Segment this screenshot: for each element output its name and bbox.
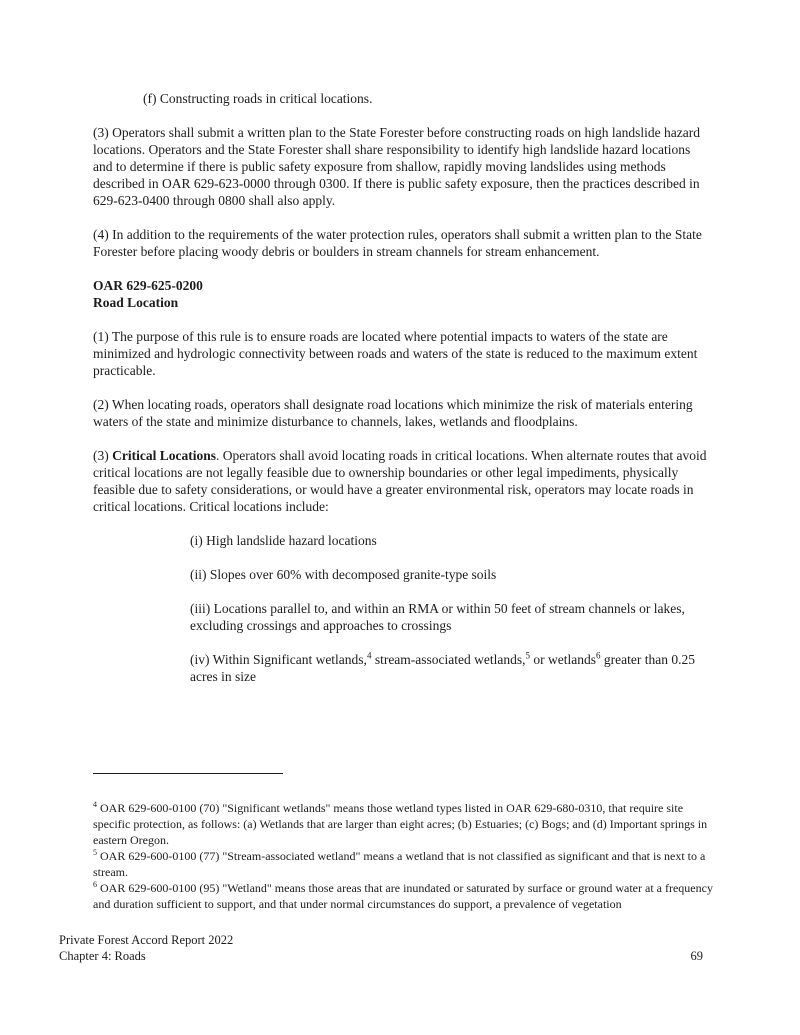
paragraph-2: (2) When locating roads, operators shall designate road locations which minimize the risk of materials entering waters of the state and minimize disturbance to channels, lakes, wetlands and floodplains. bbox=[93, 397, 693, 429]
paragraph-4: (4) In addition to the requirements of the water protection rules, operators shall submit a written plan to the State Forester before placing woody debris or boulders in stream channels for stream enhancement. bbox=[93, 227, 702, 259]
footnote-ref-5: 5 bbox=[525, 650, 531, 661]
footnote-5-marker: 5 bbox=[93, 848, 97, 857]
critical-locations-bold-term: Critical Locations bbox=[112, 448, 216, 463]
footer-left bbox=[59, 933, 233, 964]
list-item-f: (f) Constructing roads in critical locations. bbox=[143, 91, 373, 106]
page-number: 69 bbox=[690, 948, 703, 963]
footer-chapter: Chapter 4: Roads bbox=[59, 948, 146, 963]
footer-report-title: Private Forest Accord Report 2022 bbox=[59, 933, 234, 947]
footnote-separator-rule bbox=[93, 773, 283, 774]
list-item-ii: (ii) Slopes over 60% with decomposed granite-type soils bbox=[190, 567, 497, 582]
rule-number: OAR 629-625-0200 bbox=[93, 278, 203, 293]
paragraph-3-critical-locations bbox=[93, 447, 713, 515]
footnote-5-text: OAR 629-600-0100 (77) "Stream-associated wetland" means a wetland that is not classified as significant and that is next to a stream. bbox=[93, 849, 706, 879]
list-item-iv-text: or wetlands bbox=[530, 652, 596, 667]
footnote-4-text: OAR 629-600-0100 (70) "Significant wetlands" means those wetland types listed in OAR 629-680-0310, that require site specific protection, as follows: (a) Wetlands that are larger than eight acres; (b) Estuaries; (c) Bogs; and (d) Important springs in eastern Oregon. bbox=[93, 801, 708, 847]
paragraph-3-prefix: (3) bbox=[93, 448, 113, 463]
footnote-6-marker: 6 bbox=[93, 880, 97, 889]
list-item-iv-text: greater than 0.25 acres in size bbox=[190, 652, 695, 684]
rule-heading bbox=[93, 277, 713, 311]
footnote-ref-4: 4 bbox=[366, 650, 372, 661]
footnotes-section bbox=[93, 773, 713, 912]
rule-title: Road Location bbox=[93, 295, 179, 310]
footnote-6-text: OAR 629-600-0100 (95) "Wetland" means those areas that are inundated or saturated by surface or ground water at a frequency and duration sufficient to support, and that under normal circumstances do support, a prevalence of vegetation bbox=[93, 881, 713, 911]
list-item-iv-text: (iv) Within Significant wetlands, bbox=[190, 652, 367, 667]
page-footer bbox=[59, 933, 703, 964]
list-item-iv bbox=[93, 651, 713, 685]
list-item-iv-text: stream-associated wetlands, bbox=[371, 652, 526, 667]
paragraph-3-rest: . Operators shall avoid locating roads in critical locations. When alternate routes that avoid critical locations are not legally feasible due to ownership boundaries or other legal impediments, physically feasible due to safety considerations, or would have a greater environmental risk, operators may locate roads in critical locations. Critical locations include: bbox=[93, 448, 707, 514]
footnote-ref-6: 6 bbox=[596, 650, 601, 661]
list-item-iii: (iii) Locations parallel to, and within an RMA or within 50 feet of stream channels or lakes, excluding crossings and approaches to crossings bbox=[190, 601, 685, 633]
footnote-4 bbox=[93, 800, 713, 848]
footnote-6 bbox=[93, 880, 713, 912]
paragraph-1: (1) The purpose of this rule is to ensure roads are located where potential impacts to waters of the state are minimized and hydrologic connectivity between roads and waters of the state is reduced to the maximum extent practicable. bbox=[93, 329, 698, 378]
paragraph-3: (3) Operators shall submit a written plan to the State Forester before constructing roads on high landslide hazard locations. Operators and the State Forester shall share responsibility to identify high landslide hazard locations and to determine if there is public safety exposure from shallow, rapidly moving landslides using methods described in OAR 629-623-0000 through 0300. If there is public safety exposure, then the practices described in 629-623-0400 through 0800 shall also apply. bbox=[93, 125, 700, 208]
footnote-5 bbox=[93, 848, 713, 880]
list-item-i: (i) High landslide hazard locations bbox=[190, 533, 377, 548]
footnote-4-marker: 4 bbox=[93, 800, 97, 809]
page-body bbox=[93, 90, 713, 685]
